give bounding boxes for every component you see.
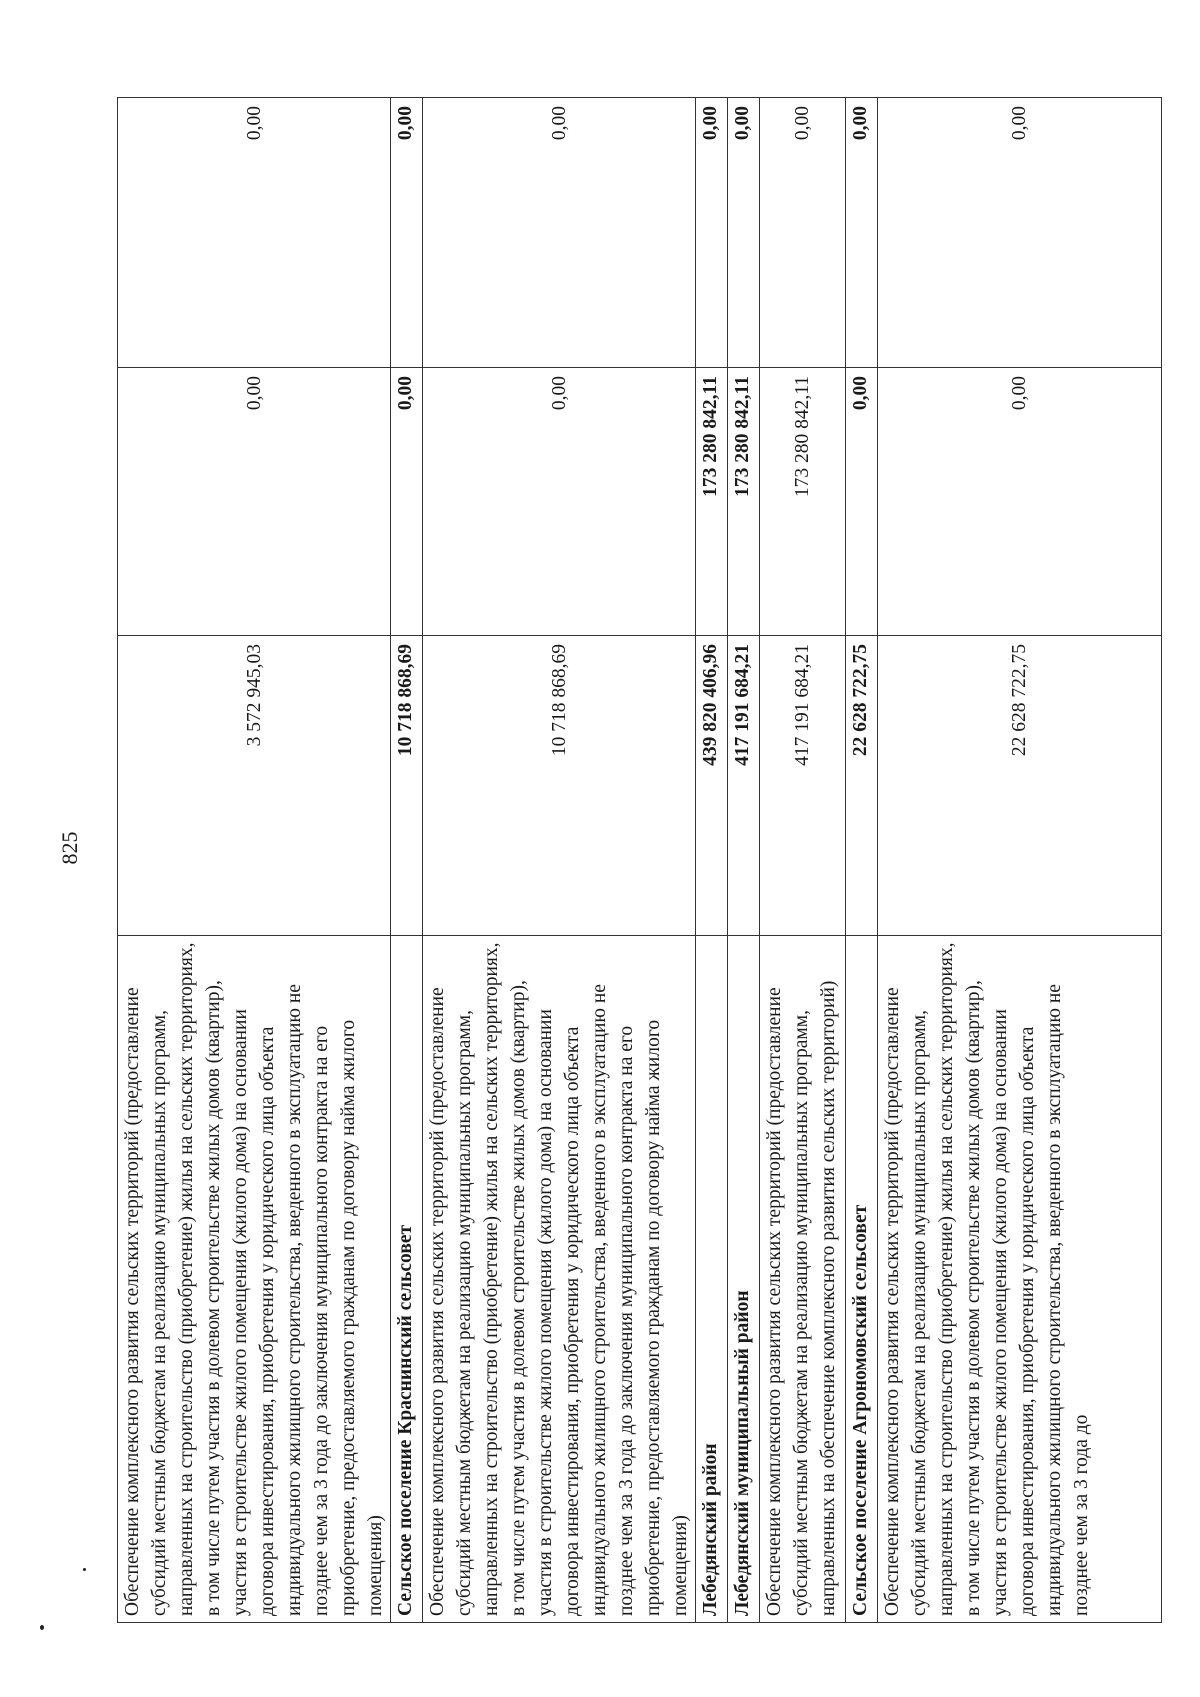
amount-cell: 173 280 842,11 (760, 368, 846, 636)
amount-cell: 439 820 406,96 (696, 636, 728, 936)
amount-cell: 0,00 (846, 368, 878, 636)
row-description: Обеспечение комплексного развития сельских территорий (предоставление субсидий местным бюджетам на реализацию муниципальных программ, направленных на строительство (приобретение) жилья на сельских территориях, в том числе путем участия в долевом строительстве жилых домов (квартир), участия в строительстве жилого помещения (жилого дома) на основании договора инвестирования, приобретения у юридического лица объекта индивидуального жилищного строительства, введенного в эксплуатацию не позднее чем за 3 года до заключения муниципального контракта на его приобретение, предоставляемого гражданам по договору найма жилого помещения) (423, 936, 696, 1623)
amount-cell: 10 718 868,69 (423, 636, 696, 936)
amount-cell: 0,00 (423, 98, 696, 368)
amount-cell: 0,00 (118, 98, 391, 368)
table-row (391, 98, 423, 1623)
table-row (846, 98, 878, 1623)
amount-cell: 0,00 (760, 98, 846, 368)
table-row (696, 98, 728, 1623)
amount-cell: 0,00 (391, 98, 423, 368)
amount-cell: 417 191 684,21 (728, 636, 760, 936)
row-description: Лебедянский район (696, 936, 728, 1623)
budget-table (117, 97, 1162, 1623)
table-container (117, 98, 1092, 1623)
amount-cell: 0,00 (118, 368, 391, 636)
amount-cell: 173 280 842,11 (728, 368, 760, 636)
row-description: Обеспечение комплексного развития сельских территорий (предоставление субсидий местным бюджетам на реализацию муниципальных программ, направленных на строительство (приобретение) жилья на сельских территориях, в том числе путем участия в долевом строительстве жилых домов (квартир), участия в строительстве жилого помещения (жилого дома) на основании договора инвестирования, приобретения у юридического лица объекта индивидуального жилищного строительства, введенного в эксплуатацию не позднее чем за 3 года до заключения муниципального контракта на его приобретение, предоставляемого гражданам по договору найма жилого помещения) (118, 936, 391, 1623)
amount-cell: 0,00 (728, 98, 760, 368)
amount-cell: 0,00 (391, 368, 423, 636)
amount-cell: 22 628 722,75 (846, 636, 878, 936)
row-description: Обеспечение комплексного развития сельских территорий (предоставление субсидий местным бюджетам на реализацию муниципальных программ, направленных на обеспечение комплексного развития сельских территорий) (760, 936, 846, 1623)
rotated-table-frame (117, 98, 1092, 1623)
row-description: Сельское поселение Краснинский сельсовет (391, 936, 423, 1623)
amount-cell: 3 572 945,03 (118, 636, 391, 936)
table-row (423, 98, 696, 1623)
scan-speck (83, 1568, 86, 1571)
amount-cell: 173 280 842,11 (696, 368, 728, 636)
amount-cell: 417 191 684,21 (760, 636, 846, 936)
page-number: 825 (57, 831, 82, 865)
row-description: Лебедянский муниципальный район (728, 936, 760, 1623)
row-description: Обеспечение комплексного развития сельских территорий (предоставление субсидий местным бюджетам на реализацию муниципальных программ, направленных на строительство (приобретение) жилья на сельских территориях, в том числе путем участия в долевом строительстве жилых домов (квартир), участия в строительстве жилого помещения (жилого дома) на основании договора инвестирования, приобретения у юридического лица объекта индивидуального жилищного строительства, введенного в эксплуатацию не позднее чем за 3 года до (878, 936, 1162, 1623)
scan-speck (40, 1625, 44, 1630)
amount-cell: 10 718 868,69 (391, 636, 423, 936)
amount-cell: 22 628 722,75 (878, 636, 1162, 936)
table-row (878, 98, 1162, 1623)
amount-cell: 0,00 (423, 368, 696, 636)
table-row (760, 98, 846, 1623)
amount-cell: 0,00 (846, 98, 878, 368)
row-description: Сельское поселение Агрономовский сельсовет (846, 936, 878, 1623)
table-row (118, 98, 391, 1623)
amount-cell: 0,00 (878, 98, 1162, 368)
table-row (728, 98, 760, 1623)
amount-cell: 0,00 (696, 98, 728, 368)
amount-cell: 0,00 (878, 368, 1162, 636)
